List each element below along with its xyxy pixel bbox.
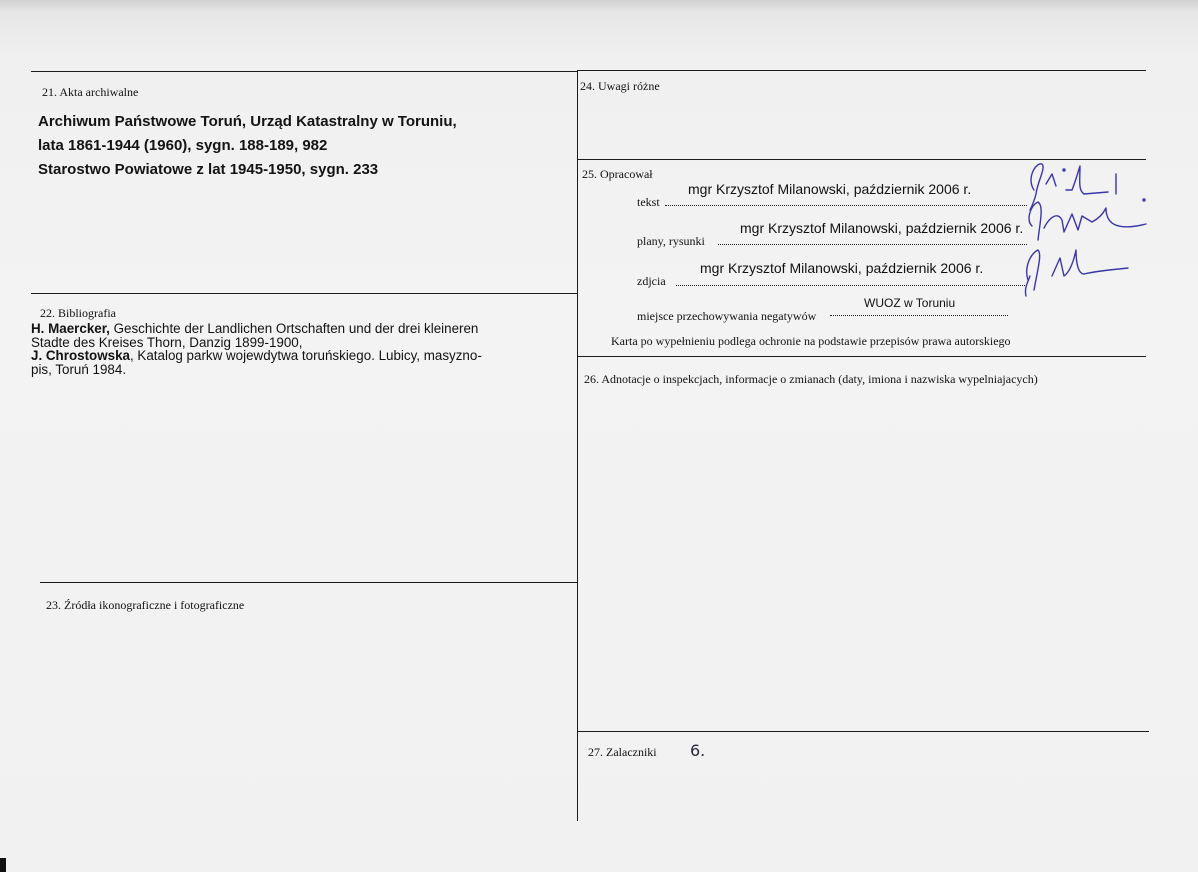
plany-label: plany, rysunki (637, 234, 705, 248)
section-22-label: 22. Bibliografia (40, 306, 116, 320)
negatywy-value: WUOZ w Toruniu (864, 296, 956, 310)
zdjecia-dotted-line (676, 285, 1027, 286)
bibliography-entry (31, 349, 561, 363)
section-21-line-2: lata 1861-1944 (1960), sygn. 188-189, 982 (38, 137, 328, 154)
top-border-right (577, 70, 1146, 71)
zdjecia-label: zdjcia (637, 274, 666, 288)
divider-25-26 (577, 356, 1146, 357)
bibliography-entry-cont: pis, Toruń 1984. (31, 361, 127, 377)
tekst-label: tekst (637, 195, 660, 209)
scanner-mark-icon (0, 858, 6, 872)
divider-21-22 (31, 293, 577, 294)
bibliography-entry-cont: Stadte des Kreises Thorn, Danzig 1899-1900, (31, 334, 303, 350)
section-26-label: 26. Adnotacje o inspekcjach, informacje o zmianach (daty, imiona i nazwiska wypelniajacych) (584, 372, 1038, 386)
tekst-dotted-line (665, 205, 1027, 206)
bibliography-text: , Katalog parkw wojewdytwa toruńskiego. Lubicy, masyzno- (129, 348, 482, 363)
copyright-note: Karta po wypełnieniu podlega ochronie na podstawie przepisów prawa autorskiego (611, 334, 1011, 348)
plany-value: mgr Krzysztof Milanowski, październik 2006 r. (740, 220, 1024, 236)
bibliography-author: J. Chrostowska (31, 348, 130, 363)
handwritten-signature-icon (1012, 150, 1152, 310)
bibliography-author: H. Maercker, (31, 321, 110, 336)
center-divider (577, 71, 578, 821)
zdjecia-value: mgr Krzysztof Milanowski, październik 2006 r. (700, 260, 984, 276)
tekst-value: mgr Krzysztof Milanowski, październik 2006 r. (688, 181, 972, 197)
negatywy-label: miejsce przechowywania negatywów (637, 309, 817, 323)
section-23-label: 23. Źródła ikonograficzne i fotograficzne (46, 598, 245, 612)
section-21-label: 21. Akta archiwalne (42, 85, 139, 99)
top-border-left (31, 71, 577, 72)
section-27-label: 27. Zalaczniki (588, 745, 657, 759)
divider-22-23 (40, 582, 577, 583)
section-21-line-1: Archiwum Państwowe Toruń, Urząd Katastralny w Toruniu, (38, 113, 457, 130)
section-25-label: 25. Opracował (582, 167, 653, 181)
attachments-count: 6. (690, 741, 706, 760)
bibliography-text: Geschichte der Landlichen Ortschaften und der drei kleineren (109, 321, 479, 336)
section-24-label: 24. Uwagi różne (580, 79, 660, 93)
section-21-line-3: Starostwo Powiatowe z lat 1945-1950, sygn. 233 (38, 161, 379, 178)
negatywy-dotted-line (830, 315, 1008, 316)
divider-26-27 (577, 731, 1149, 732)
plany-dotted-line (718, 244, 1027, 245)
bibliography-entry (31, 322, 561, 336)
bibliography-list (31, 322, 561, 376)
